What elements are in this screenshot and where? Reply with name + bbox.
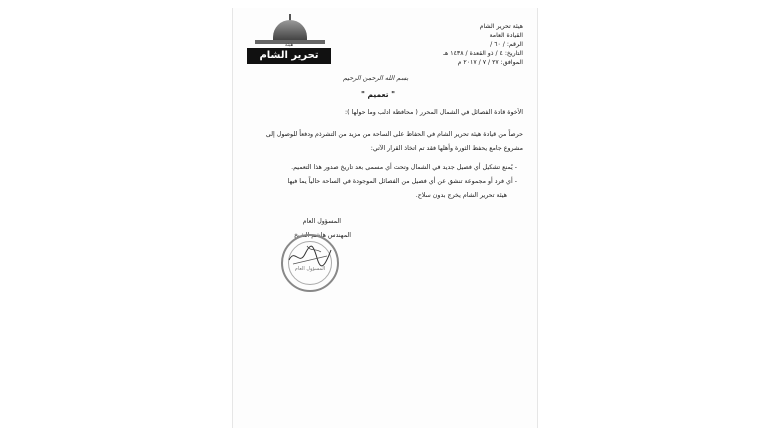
- document-page: [232, 8, 538, 428]
- logo-banner-text: تحرير الشام: [247, 48, 331, 64]
- signature-title: المسؤول العام: [302, 218, 341, 225]
- header-date-greg: الموافق: ٢٧ / ٧ / ٢٠١٧ م: [457, 59, 523, 66]
- paragraph-line-2: مشروع جامع يحفظ الثورة وأهلها فقد تم اتخاذ القرار الآتي:: [370, 145, 523, 152]
- bullet-item-1: [291, 164, 517, 171]
- header-org: هيئة تحرير الشام: [479, 23, 523, 30]
- bullet-text: يُمنع تشكيل أي فصيل جديد في الشمال وتحت أي مسمى بعد تاريخ صدور هذا التعميم.: [291, 164, 513, 171]
- header-date-hijri: التاريخ: ٤ / ذو القعدة / ١٤٣٨ هـ: [443, 50, 523, 57]
- bullet-continuation: هيئة تحرير الشام يخرج بدون سلاح.: [415, 192, 507, 199]
- basmala: بسم الله الرحمن الرحيم: [343, 74, 409, 82]
- header-dept: القيادة العامة: [489, 32, 523, 39]
- stamp-text: المسؤول العام: [294, 266, 326, 272]
- header-number: الرقم: / ٦٠ /: [490, 41, 523, 48]
- bullet-item-2: [288, 178, 517, 185]
- bullet-marker: -: [512, 164, 517, 171]
- logo-dome-icon: [273, 20, 307, 40]
- handwritten-signature-icon: [287, 240, 337, 270]
- organization-logo: [247, 20, 331, 70]
- signature-name: المهندس هاشم الشيخ: [293, 232, 351, 239]
- paragraph-line-1: حرصاً من قيادة هيئة تحرير الشام في الحفاظ على الساحة من مزيد من التشرذم ودفعاً للوصول إلى: [265, 131, 523, 138]
- document-subject: " تعميم ": [361, 90, 396, 99]
- bullet-marker: -: [512, 178, 517, 185]
- logo-small-text: هيئة: [284, 42, 294, 48]
- salutation: الأخوة قادة الفصائل في الشمال المحرر ( محافظة ادلب وما حولها ):: [345, 109, 523, 116]
- bullet-text: أي فرد أو مجموعة تنشق عن أي فصيل من الفصائل الموجودة في الساحة حالياً يما فيها: [287, 178, 513, 185]
